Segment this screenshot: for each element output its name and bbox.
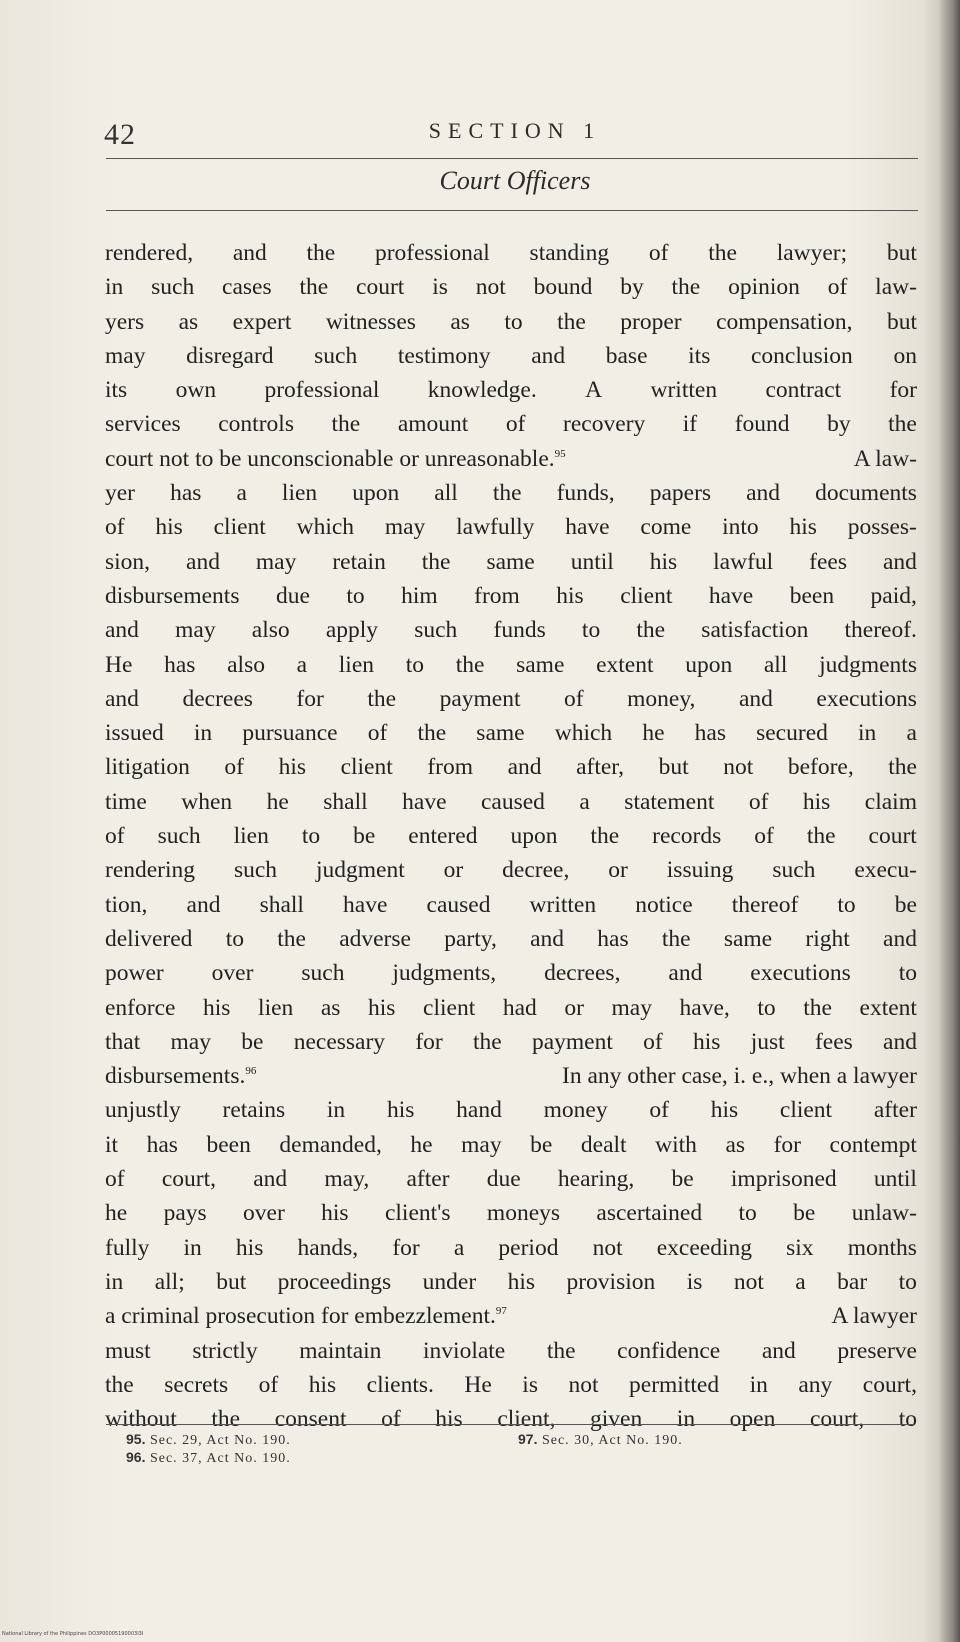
text-line: delivered to the adverse party, and has the same right and: [105, 925, 917, 952]
text-line: yers as expert witnesses as to the proper compensation, but: [105, 308, 917, 335]
text-line: the secrets of his clients. He is not permitted in any court,: [105, 1371, 917, 1398]
text-line: tion, and shall have caused written notice thereof to be: [105, 891, 917, 918]
footnote-ref-97: 97: [495, 1305, 507, 1318]
text-line: that may be necessary for the payment of his just fees and: [105, 1028, 917, 1055]
text-line: must strictly maintain inviolate the confidence and preserve: [105, 1337, 917, 1364]
footnote-97: 97. Sec. 30, Act No. 190.: [518, 1431, 683, 1448]
text-line: rendering such judgment or decree, or issuing such execu-: [105, 857, 917, 884]
text-line: a criminal prosecution for embezzlement.$^{97}$ A lawyer: [105, 1303, 917, 1330]
text-line: he pays over his client's moneys ascertained to be unlaw-: [105, 1200, 917, 1227]
page-edge-shadow: [938, 0, 960, 1642]
text-line: disbursements due to him from his client have been paid,: [105, 582, 917, 609]
body-text: [105, 236, 917, 1436]
text-line: power over such judgments, decrees, and executions to: [105, 960, 917, 987]
page-number: 42: [104, 118, 136, 151]
text-line: sion, and may retain the same until his lawful fees and: [105, 548, 917, 575]
text-line: rendered, and the professional standing of the lawyer; but: [105, 240, 917, 266]
text-line: disbursements.$^{96}$ In any other case, i. e., when a lawyer: [105, 1063, 917, 1090]
section-title: SECTION 1: [428, 118, 602, 143]
text-line: court not to be unconscionable or unreasonable.$^{95}$ A law-: [105, 445, 917, 472]
footnotes-left: [126, 1431, 291, 1467]
text-line: He has also a lien to the same extent upon all judgments: [105, 651, 917, 678]
text-line: and decrees for the payment of money, and executions: [105, 685, 917, 712]
library-stamp: National Library of the Philippines DO3P00005190003I3I: [2, 1631, 144, 1637]
footnote-95: 95. Sec. 29, Act No. 190.: [126, 1431, 291, 1448]
footnote-96: 96. Sec. 37, Act No. 190.: [126, 1449, 291, 1466]
text-line: litigation of his client from and after, but not before, the: [105, 754, 917, 781]
text-line: may disregard such testimony and base its conclusion on: [105, 342, 917, 369]
text-line: enforce his lien as his client had or may have, to the extent: [105, 994, 917, 1021]
header-rule-top: [106, 158, 918, 159]
text-line: services controls the amount of recovery if found by the: [105, 411, 917, 438]
text-line: in such cases the court is not bound by the opinion of law-: [105, 274, 917, 301]
text-line: of his client which may lawfully have come into his posses-: [105, 514, 917, 541]
text-line: and may also apply such funds to the satisfaction thereof.: [105, 617, 917, 644]
text-line: yer has a lien upon all the funds, papers and documents: [105, 480, 917, 507]
text-line: unjustly retains in his hand money of his client after: [105, 1097, 917, 1124]
text-line: of such lien to be entered upon the records of the court: [105, 823, 917, 850]
text-line: issued in pursuance of the same which he has secured in a: [105, 720, 917, 747]
header-rule-bottom: [106, 210, 918, 211]
section-subtitle: Court Officers: [439, 166, 591, 195]
text-line: time when he shall have caused a statement of his claim: [105, 788, 917, 815]
footnote-ref-95: 95: [554, 447, 566, 460]
footnotes-right: [518, 1431, 683, 1449]
text-line: fully in his hands, for a period not exceeding six months: [105, 1234, 917, 1261]
footnote-ref-96: 96: [245, 1065, 257, 1078]
text-line: in all; but proceedings under his provision is not a bar to: [105, 1268, 917, 1295]
text-line: it has been demanded, he may be dealt with as for contempt: [105, 1131, 917, 1158]
text-line: its own professional knowledge. A written contract for: [105, 377, 917, 404]
text-line: without the consent of his client, given in open court, to: [105, 1406, 917, 1433]
footnote-rule: [106, 1424, 914, 1425]
text-line: of court, and may, after due hearing, be imprisoned until: [105, 1166, 917, 1193]
